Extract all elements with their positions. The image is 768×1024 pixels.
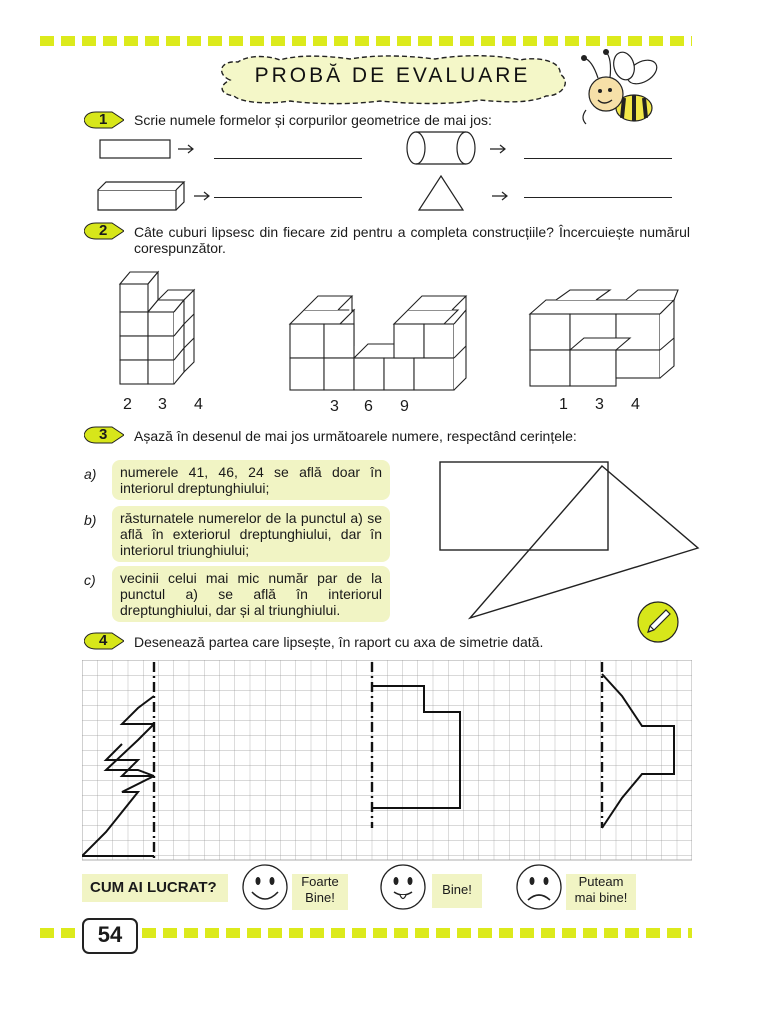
wall-1-option-2[interactable]: 3 (158, 396, 167, 413)
rating-very-good-line2: Bine! (305, 890, 335, 905)
rating-good[interactable] (432, 874, 482, 908)
task-3-number: 3 (99, 426, 108, 443)
task-3-item-c: vecinii celui mai mic număr par de la punctul a) se află în interiorul dreptunghiului, dar și al triunghiului. (112, 566, 390, 622)
wall-2-option-2[interactable]: 6 (364, 398, 373, 415)
task-1-shapes (96, 130, 686, 220)
rectangle-shape (100, 140, 170, 158)
answer-line-3[interactable] (214, 197, 362, 198)
rating-very-good[interactable] (292, 874, 348, 910)
answer-line-1[interactable] (214, 158, 362, 159)
page-number: 54 (97, 922, 123, 947)
rating-could-do-better[interactable] (566, 874, 636, 910)
wall-1-option-3[interactable]: 4 (194, 396, 203, 413)
task-2-number: 2 (99, 222, 108, 239)
bottom-dash-bar (142, 928, 692, 938)
arrow-icon (492, 192, 507, 200)
task-4-number: 4 (99, 632, 108, 649)
self-eval-question: CUM AI LUCRAT? (90, 879, 217, 896)
task-3-badge (84, 426, 124, 444)
wall-3-option-2[interactable]: 3 (595, 396, 604, 413)
cube-wall-3 (526, 286, 686, 390)
wall-3-option-1[interactable]: 1 (559, 396, 568, 413)
task-1-instruction: Scrie numele formelor și corpurilor geometrice de mai jos: (134, 112, 492, 128)
answer-line-2[interactable] (524, 158, 672, 159)
rating-very-good-line1: Foarte (301, 874, 339, 889)
cuboid-shape (98, 182, 184, 210)
wall-2-option-3[interactable]: 9 (400, 398, 409, 415)
task-3-item-a: numerele 41, 46, 24 se află doar în interiorul dreptunghiului; (112, 460, 390, 500)
task-1-number: 1 (99, 111, 108, 128)
bottom-dash-bar-left (40, 928, 80, 938)
cylinder-shape (407, 132, 475, 164)
rating-could-do-better-line2: mai bine! (574, 890, 628, 905)
smiley-very-good-icon[interactable] (240, 862, 290, 912)
task-1-badge (84, 111, 124, 129)
page-title: PROBĂ DE EVALUARE (254, 64, 531, 87)
arrow-icon (178, 145, 193, 153)
triangle-shape (419, 176, 463, 210)
task-2-instruction: Câte cuburi lipsesc din fiecare zid pentru a completa construcțiile? Încercuiește numărul corespunzător. (134, 224, 690, 256)
rating-good-line1: Bine! (442, 882, 472, 897)
symmetry-grid[interactable] (82, 660, 692, 864)
arrow-icon (194, 192, 209, 200)
rating-could-do-better-line1: Puteam (578, 874, 624, 889)
task-3-item-b: răsturnatele numerelor de la punctul a) se află în exteriorul dreptunghiului, dar în interiorul triunghiului; (112, 506, 390, 562)
task-3-item-b-label: b) (84, 512, 97, 528)
wall-3-option-3[interactable]: 4 (631, 396, 640, 413)
task-4-instruction: Desenează partea care lipsește, în raport cu axa de simetrie dată. (134, 634, 544, 650)
task-3-item-c-label: c) (84, 572, 96, 588)
smiley-could-do-better-icon[interactable] (514, 862, 564, 912)
task-2-badge (84, 222, 124, 240)
cube-wall-2 (282, 286, 472, 394)
task-4-badge (84, 632, 124, 650)
cube-wall-1 (112, 262, 202, 392)
wall-2-option-1[interactable]: 3 (330, 398, 339, 415)
task-3-item-a-label: a) (84, 466, 97, 482)
wall-1-option-1[interactable]: 2 (123, 396, 132, 413)
smiley-good-icon[interactable] (378, 862, 428, 912)
answer-line-4[interactable] (524, 197, 672, 198)
task-3-instruction: Așază în desenul de mai jos următoarele numere, respectând cerințele: (134, 428, 577, 444)
arrow-icon (490, 145, 505, 153)
